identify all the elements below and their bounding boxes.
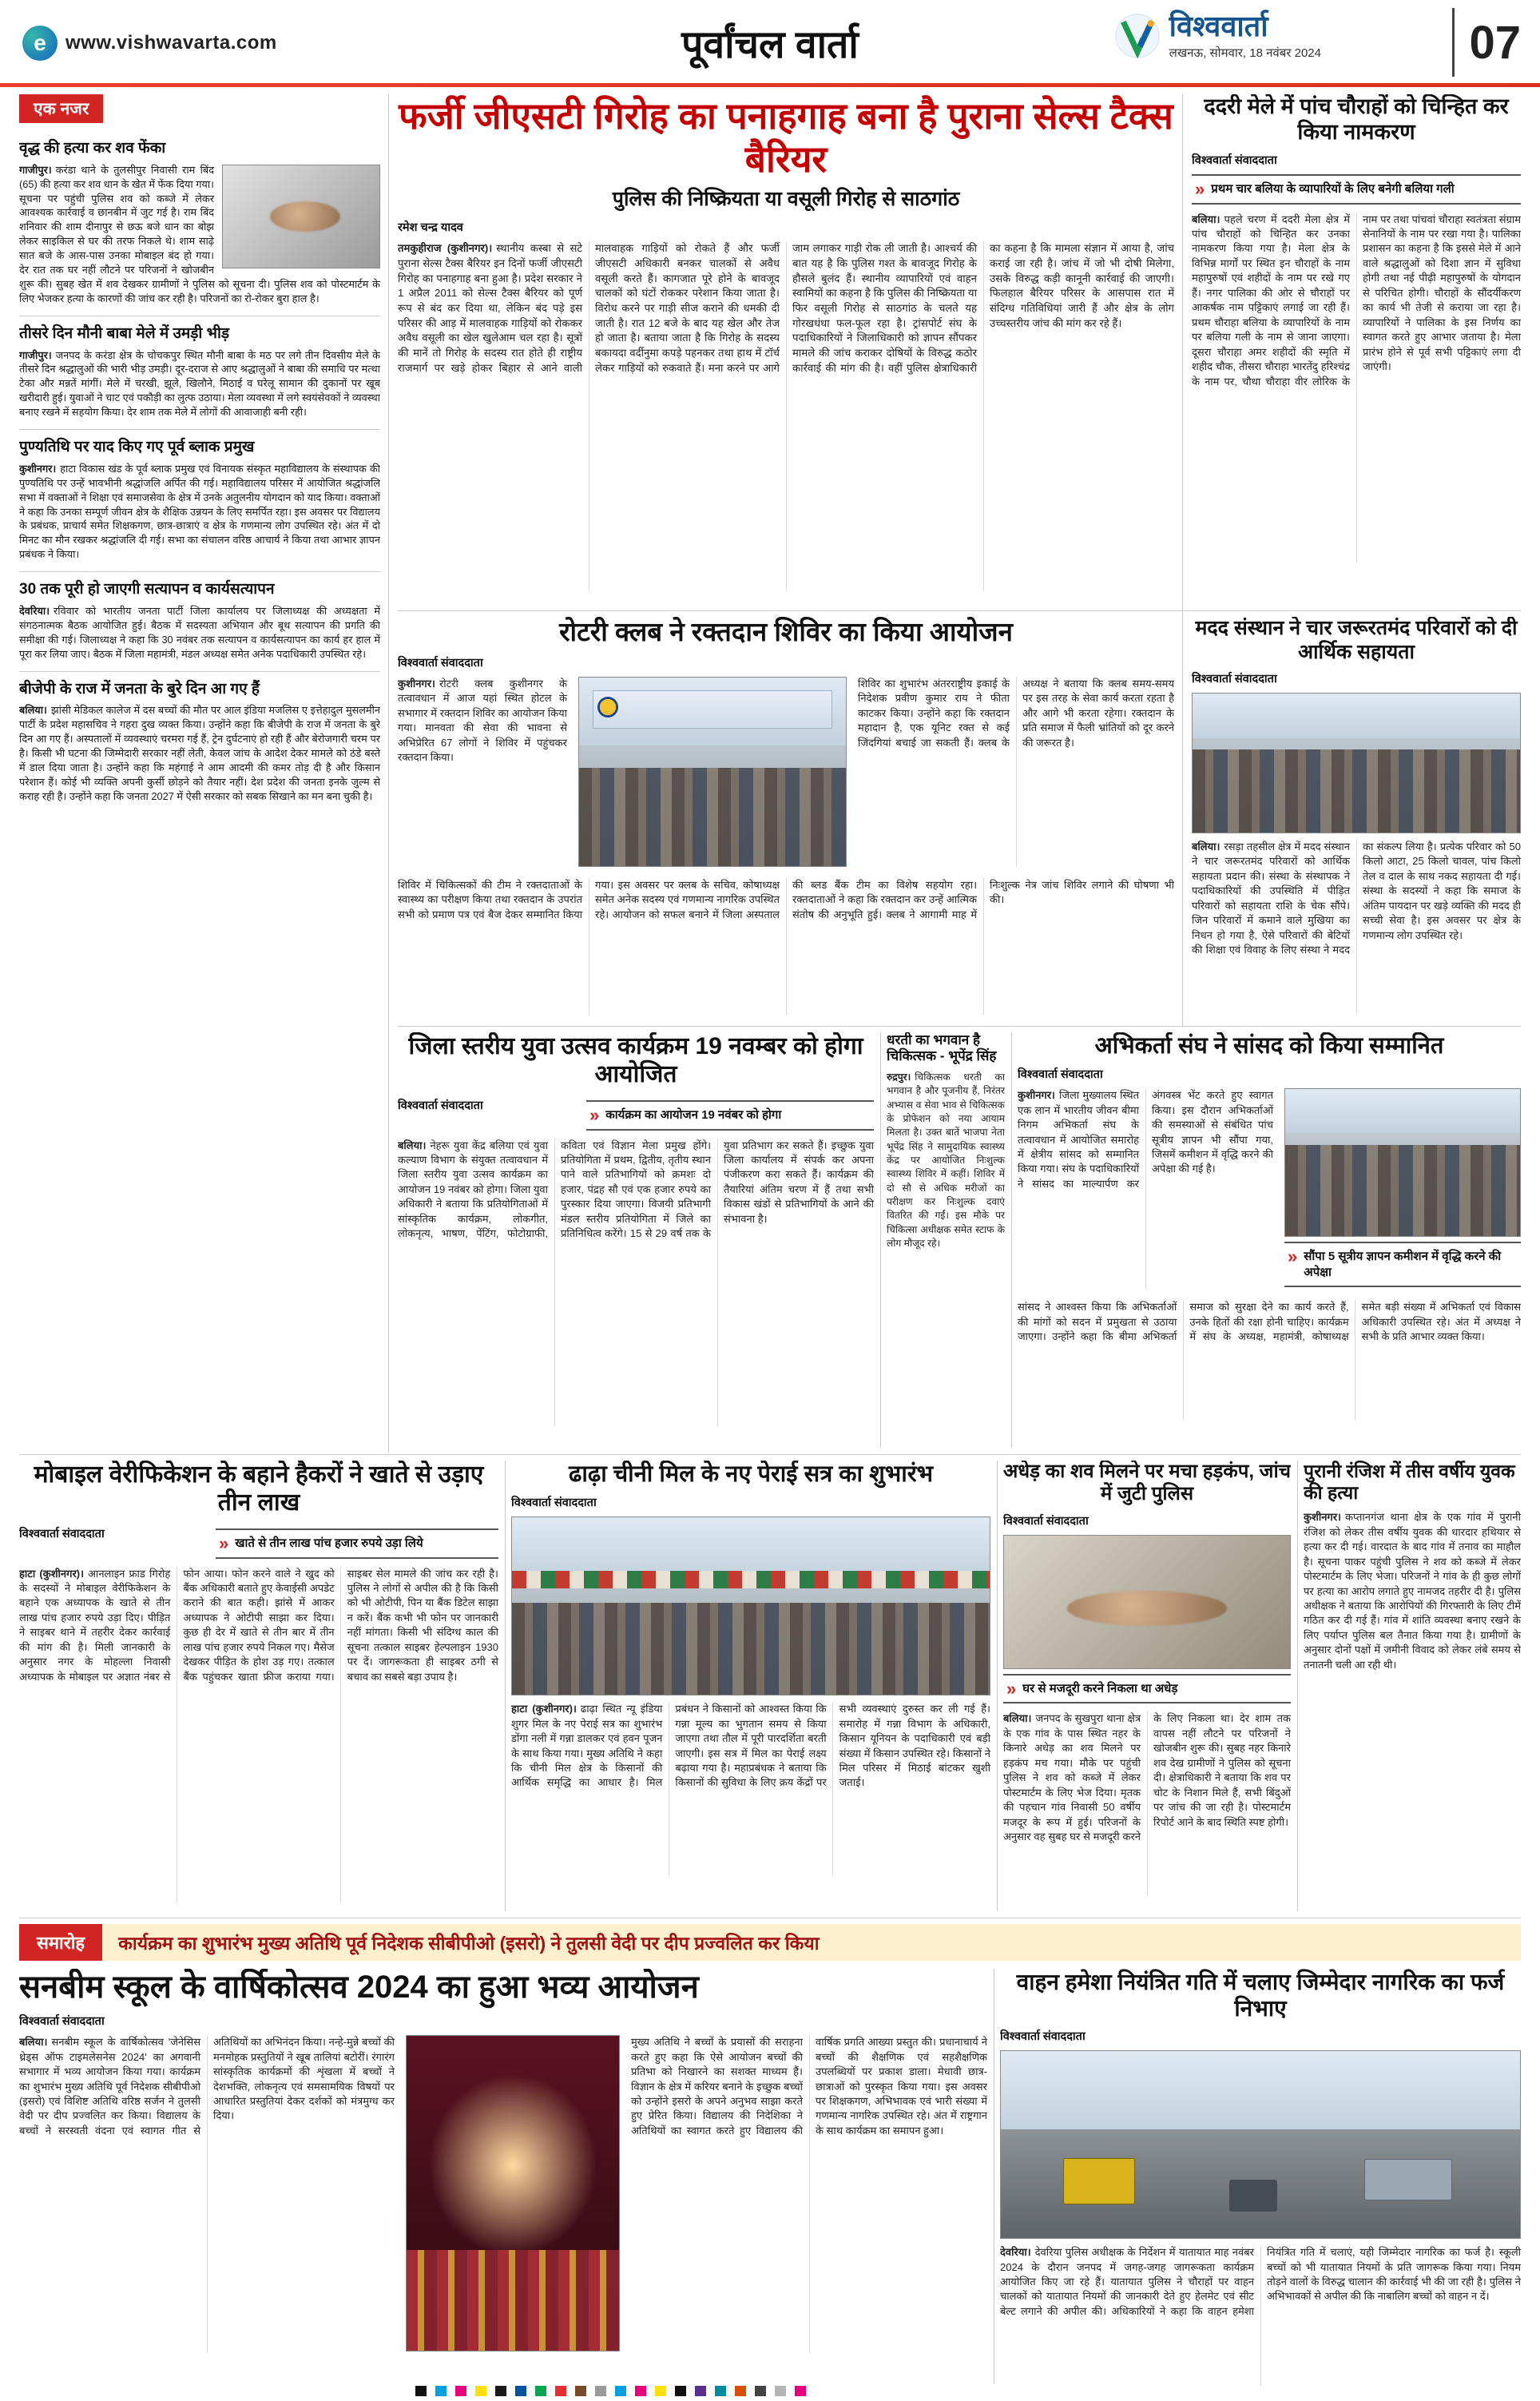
calibration-square <box>455 2386 466 2396</box>
highlight-bullet: » सौंपा 5 सूत्रीय ज्ञापन कमीशन में वृद्धि करने की अपेक्षा <box>1284 1242 1521 1287</box>
calibration-square <box>495 2386 506 2396</box>
dateline: बलिया। <box>19 2036 48 2049</box>
headline: वाहन हमेशा नियंत्रित गति में चलाए जिम्मेदार नागरिक का फर्ज निभाए <box>1016 1970 1505 2021</box>
article-sugar-mill <box>511 1461 990 1911</box>
dead-body-photo <box>222 165 380 268</box>
body-text: जिला मुख्यालय स्थित एक लान में भारतीय जीवन बीमा निगम अभिकर्ता संघ के तत्वावधान में आयोजित समारोह में क्षेत्रीय सांसद को सम्मानित किया गया। संघ के पदाधिकारियों ने सांसद का माल्यार्पण कर अंगवस्त्र भेंट करते हुए स्वागत किया। इस दौरान अभिकर्ताओं की समस्याओं से संबंधित पांच सूत्रीय ज्ञापन भी सौंपा गया, जिसमें कमीशन में वृद्धि करने की अपेक्षा की गई है। <box>1018 1089 1273 1190</box>
dead-body-photo <box>1003 1535 1291 1669</box>
headline: ढाढ़ा चीनी मिल के नए पेराई सत्र का शुभारंभ <box>569 1461 933 1487</box>
divider <box>388 94 389 1453</box>
body-text: चिकित्सक धरती का भगवान है और पूजनीय हैं, निरंतर अभ्यास व सेवा भाव से चिकित्सक के प्रोफेशन को नया आयाम मिलता है। उक्त बातें भाजपा नेता भूपेंद्र सिंह ने सामुदायिक स्वास्थ्य केंद्र पर आयोजित निःशुल्क स्वास्थ्य शिविर में कहीं। शिविर में दो सौ से अधिक मरीजों का परीक्षण कर निःशुल्क दवाएं वितरित की गईं। इस मौके पर चिकित्सा अधीक्षक समेत स्टाफ के लोग मौजूद रहे। <box>887 1071 1005 1250</box>
body-text: जनपद के सुखपुरा थाना क्षेत्र के एक गांव के पास स्थित नहर के किनारे अधेड़ का शव मिलने पर हड़कंप मच गया। मौके पर पहुंची पुलिस ने शव को कब्जे में लेकर पोस्टमार्टम के लिए भेज दिया। मृतक की पहचान गांव निवासी 50 वर्षीय मजदूर के रूप में हुई। परिजनों के अनुसार वह सुबह घर से मजदूरी करने के लिए निकला था। देर शाम तक वापस नहीं लौटने पर परिजनों ने खोजबीन शुरू की। सुबह नहर किनारे शव देख ग्रामीणों ने पुलिस को सूचना दी। क्षेत्राधिकारी ने बताया कि शव पर चोट के निशान मिले हैं, सभी बिंदुओं पर जांच की जा रही है। पोस्टमार्टम रिपोर्ट आने के बाद स्थिति स्पष्ट होगी। <box>1003 1712 1291 1843</box>
body-text: सांसद ने आश्वस्त किया कि अभिकर्ताओं की मांगों को सदन में प्रमुखता से उठाया जाएगा। उन्होंने कहा कि बीमा अभिकर्ता समाज को सुरक्षा देने का कार्य करते हैं, उनके हितों की रक्षा होनी चाहिए। कार्यक्रम में संघ के अध्यक्ष, महामंत्री, कोषाध्यक्ष समेत बड़ी संख्या में अभिकर्ता एवं विकास अधिकारी उपस्थित रहे। अंत में अध्यक्ष ने सभी के प्रति आभार व्यक्त किया। <box>1018 1301 1521 1343</box>
photo-detail <box>1067 1591 1227 1625</box>
article-top-row <box>19 2035 987 2353</box>
divider <box>19 1454 1521 1455</box>
body-text: शिविर में चिकित्सकों की टीम ने रक्तदाताओं के स्वास्थ्य का परीक्षण किया तथा रक्तदान के उपरांत सभी को प्रमाण पत्र एवं बैज देकर सम्मानित किया गया। इस अवसर पर क्लब के सचिव, कोषाध्यक्ष समेत अनेक सदस्य एवं गणमान्य नागरिक उपस्थित रहे। आयोजन को सफल बनाने में जिला अस्पताल की ब्लड बैंक टीम का विशेष सहयोग रहा। रक्तदाताओं ने कहा कि रक्तदान कर उन्हें आत्मिक संतोष की अनुभूति हुई। क्लब ने आगामी माह में निःशुल्क नेत्र जांच शिविर लगाने की घोषणा भी की। <box>398 878 1174 920</box>
samaroh-headline: कार्यक्रम का शुभारंभ मुख्य अतिथि पूर्व निदेशक सीबीपीओ (इसरो) ने तुलसी वेदी पर दीप प्रज्वलित कर किया <box>102 1924 1521 1961</box>
divider <box>398 610 1521 611</box>
article-body <box>1304 1510 1521 1672</box>
body-text: रोटरी क्लब कुशीनगर के तत्वावधान में आज यहां स्थित होटल के सभागार में रक्तदान शिविर का आयोजन किया गया। मानवता की सेवा की भावना से अभिप्रेरित 67 लोगों ने शिविर में पहुंचकर रक्तदान किया। <box>398 677 567 764</box>
headline: ददरी मेले में पांच चौराहों को चिन्हित कर किया नामकरण <box>1204 94 1509 144</box>
article-body <box>1003 1711 1291 1895</box>
article-body <box>1018 1300 1521 1420</box>
dateline: कुशीनगर। <box>1018 1089 1055 1102</box>
byline: विश्ववार्ता संवाददाता <box>1192 673 1277 686</box>
article-body <box>398 241 1174 591</box>
dateline: रुद्रपुर। <box>887 1071 911 1083</box>
article-body <box>1192 213 1521 562</box>
highlight-bullet: » कार्यक्रम का आयोजन 19 नवंबर को होगा <box>586 1100 874 1131</box>
calibration-square <box>435 2386 447 2396</box>
article-ranjish-hatya <box>1304 1461 1521 1911</box>
article-dharti-bhagwan <box>887 1032 1005 1448</box>
body-text: जनपद के करंडा क्षेत्र के चोचकपुर स्थित मौनी बाबा के मठ पर लगे तीन दिवसीय मेले के तीसरे दिन श्रद्धालुओं की भारी भीड़ उमड़ी। दूर-दराज से आए श्रद्धालुओं ने बाबा की समाधि पर मत्था टेका और मन्नतें मांगीं। मेले में चरखी, झूले, खिलौने, मिठाई व घरेलू सामान की दुकानों पर खूब खरीदारी हुई। युवाओं ने चाट एवं पकौड़ी का लुत्फ उठाया। मेला व्यवस्था में लगे स्वयंसेवकों ने व्यवस्था बनाए रखने में सहयोग किया। देर शाम तक मेले में लोगों की आवाजाही बनी रही। <box>19 348 380 419</box>
byline: विश्ववार्ता संवाददाता <box>1192 153 1277 167</box>
article-lead-gst <box>398 94 1174 606</box>
byline: विश्ववार्ता संवाददाता <box>19 1527 105 1540</box>
article-body <box>19 1567 498 1902</box>
photo-crowd <box>512 1603 990 1695</box>
calibration-square <box>475 2386 486 2396</box>
edition-dateline: लखनऊ, सोमवार, 18 नवंबर 2024 <box>1169 46 1321 60</box>
samaroh-strip <box>19 1924 1521 1961</box>
samaroh-label: समारोह <box>19 1924 102 1961</box>
divider <box>505 1461 506 1911</box>
headline: रोटरी क्लब ने रक्तदान शिविर का किया आयोजन <box>559 617 1013 646</box>
article-body <box>1192 840 1521 1014</box>
headline: बीजेपी के राज में जनता के बुरे दिन आ गए हैं <box>19 680 260 698</box>
calibration-square <box>555 2386 566 2396</box>
byline-row <box>398 1095 874 1139</box>
article-body <box>887 1071 1005 1250</box>
lead-byline: रमेश चन्द्र यादव <box>398 221 463 235</box>
dateline: हाटा (कुशीनगर)। <box>19 1567 85 1580</box>
headline: सनबीम स्कूल के वार्षिकोत्सव 2024 का हुआ भव्य आयोजन <box>19 1970 699 2005</box>
street-traffic-photo <box>1000 2050 1521 2239</box>
article-adhed-shav <box>1003 1461 1291 1911</box>
calibration-square <box>595 2386 606 2396</box>
calibration-square <box>775 2386 786 2396</box>
headline: मोबाइल वेरीफिकेशन के बहाने हैकरों ने खाते से उड़ाए तीन लाख <box>34 1461 484 1517</box>
highlight-bullet: » घर से मजदूरी करने निकला था अधेड़ <box>1003 1674 1291 1704</box>
body-text: ढाढ़ा स्थित न्यू इंडिया शुगर मिल के नए पेराई सत्र का शुभारंभ डोंगा नली में गन्ना डालकर एवं हवन पूजन के साथ किया गया। मुख्य अतिथि ने कहा कि चीनी मिल क्षेत्र के किसानों की आर्थिक समृद्धि का आधार है। मिल प्रबंधन ने किसानों को आश्वस्त किया कि गन्ना मूल्य का भुगतान समय से किया जाएगा तथा तौल में पूरी पारदर्शिता बरती जाएगी। इस सत्र में मिल का पेराई लक्ष्य बढ़ाया गया है। महाप्रबंधक ने बताया कि किसानों की सुविधा के लिए क्रय केंद्रों पर सभी व्यवस्थाएं दुरुस्त कर ली गई हैं। समारोह में गन्ना विभाग के अधिकारी, किसान यूनियन के पदाधिकारी एवं बड़ी संख्या में किसान उपस्थित रहे। किसानों ने मिल परिसर में मिठाई बांटकर खुशी जताई। <box>511 1703 990 1789</box>
article-mobile-fraud <box>19 1461 498 1911</box>
calibration-square <box>535 2386 546 2396</box>
article-body <box>1000 2245 1521 2386</box>
headline: पुण्यतिथि पर याद किए गए पूर्व ब्लाक प्रमुख <box>19 439 255 456</box>
site-logo-icon: e <box>22 26 58 61</box>
photo-crowd <box>579 768 846 866</box>
ek-article-vriddh <box>19 131 380 316</box>
mill-ceremony-photo <box>511 1517 990 1695</box>
article-top-row <box>1018 1088 1521 1295</box>
photo-crowd <box>1193 749 1520 833</box>
ek-najar-label: एक नजर <box>19 94 103 123</box>
calibration-square <box>635 2386 646 2396</box>
byline: विश्ववार्ता संवाददाता <box>398 1099 483 1112</box>
photo-vehicle <box>1063 2158 1135 2204</box>
dateline: कुशीनगर। <box>398 677 435 690</box>
calibration-square <box>735 2386 746 2396</box>
photo-detail <box>1285 1089 1520 1133</box>
article-body <box>19 462 380 562</box>
body-text: सनबीम स्कूल के वार्षिकोत्सव 'जेनेसिस थ्रेड्स ऑफ टाइमलेसनेस 2024' का अगवानी सभागार में भव्य आयोजन किया गया। कार्यक्रम का शुभारंभ मुख्य अतिथि पूर्व निदेशक सीबीपीओ (इसरो) एवं विशिष्ट अतिथि वरिष्ठ सर्जन ने तुलसी वेदी पर दीप प्रज्वलित कर किया। विद्यालय के बच्चों ने सरस्वती वंदना एवं स्वागत गीत से अतिथियों का अभिनंदन किया। नन्हे-मुन्ने बच्चों की मनमोहक प्रस्तुतियों ने खूब तालियां बटोरीं। रंगारंग सांस्कृतिक कार्यक्रमों की शृंखला में बच्चों ने देशभक्ति, लोकनृत्य एवं समसामयिक विषयों पर आधारित प्रस्तुतियां देकर दर्शकों को मंत्रमुग्ध कर दिया। <box>19 2036 395 2137</box>
article-rotary-blood-camp <box>398 617 1174 1021</box>
divider <box>1182 94 1183 1026</box>
body-text: रविवार को भारतीय जनता पार्टी जिला कार्यालय पर जिलाध्यक्ष की अध्यक्षता में संगठनात्मक बैठक आयोजित हुई। बैठक में सदस्यता अभियान और बूथ सत्यापन की प्रगति की समीक्षा की गई। जिलाध्यक्ष ने कहा कि 30 नवंबर तक सत्यापन व कार्यसत्यापन का कार्य हर हाल में पूरा कर लिया जाए। बैठक में जिला महामंत्री, मंडल अध्यक्ष समेत अनेक पदाधिकारी उपस्थित रहे। <box>19 604 380 660</box>
byline: विश्ववार्ता संवाददाता <box>19 2015 105 2029</box>
headline: धरती का भगवान है चिकित्सक - भूपेंद्र सिंह <box>887 1032 997 1064</box>
body-text: करंडा थाने के तुलसीपुर निवासी राम बिंद (65) की हत्या कर शव धान के खेत में फेंक दिया गया। सूचना पर पहुंची पुलिस शव को कब्जे में लेकर आवश्यक कार्रवाई व छानबीन में जुट गई है। राम बिंद शनिवार की शाम दीनापुर से छऊ बजे धान का बोझ लेकर साइकिल से घर की तरफ निकले थे। शाम साढ़े सात बजे के आस-पास उनका मोबाइल बंद हो गया। देर रात तक घर नहीं लौटने पर परिजनों ने खोजबीन शुरू की। सुबह खेत में शव देखकर ग्रामीणों ने पुलिस को सूचना दी। पुलिस शव को पोस्टमार्टम के लिए भेजकर हत्या के कारणों की जांच कर रही है। परिजनों का रो-रोकर बुरा हाल है। <box>19 163 380 304</box>
divider <box>1011 1032 1012 1448</box>
calibration-square <box>715 2386 726 2396</box>
article-body <box>1018 1088 1273 1290</box>
body-text: पहले चरण में ददरी मेला क्षेत्र में पांच चौराहों को चिन्हित कर उनका नामकरण किया गया है। मेला क्षेत्र के विभिन्न मार्गों पर स्थित इन चौराहों के नाम महापुरुषों एवं शहीदों के नाम पर रखे गए हैं। नगर पालिका की ओर से चौराहों पर आकर्षक नाम पट्टिकाएं लगाई जा रही हैं। प्रथम चौराहा बलिया के व्यापारियों के नाम पर बलिया गली के नाम से जाना जाएगा। दूसरा चौराहा अमर शहीदों की स्मृति में शहीद चौक, तीसरा चौराहा भारतेंदु हरिश्चंद्र के नाम पर, चौथा चौराहा वीर लोरिक के नाम पर तथा पांचवां चौराहा स्वतंत्रता संग्राम सेनानियों के नाम पर रखा गया है। पालिका प्रशासन का कहना है कि इससे मेले में आने वाले श्रद्धालुओं को दिशा ज्ञान में सुविधा होगी तथा नई पीढ़ी महापुरुषों के योगदान से परिचित होगी। चौराहों के सौंदर्यीकरण का कार्य भी तेजी से कराया जा रहा है। व्यापारियों ने पालिका के इस निर्णय का स्वागत करते हुए आभार जताया है। मेला प्रारंभ होने से पूर्व सभी पट्टिकाएं लगा दी जाएंगी। <box>1192 213 1521 388</box>
article-madad-sansthan <box>1192 617 1521 1021</box>
headline: पुरानी रंजिश में तीस वर्षीय युवक की हत्या <box>1304 1461 1515 1504</box>
body-text: रसड़ा तहसील क्षेत्र में मदद संस्थान ने चार जरूरतमंद परिवारों को आर्थिक सहायता प्रदान की। संस्था के संस्थापक ने पदाधिकारियों की उपस्थिति में पीड़ित परिवारों को सहायता राशि के चेक सौंपे। जिन परिवारों में कमाने वाले मुखिया का निधन हो गया है, ऐसे परिवारों की बेटियों की शिक्षा एवं विवाह के लिए संस्था ने मदद का संकल्प लिया है। प्रत्येक परिवार को 50 किलो आटा, 25 किलो चावल, पांच किलो तेल व दाल के साथ नकद सहायता दी गई। संस्था के सदस्यों ने कहा कि समाज के अंतिम पायदान पर खड़े व्यक्ति की मदद ही सच्ची सेवा है। इस अवसर पर क्षेत्र के गणमान्य लोग उपस्थित रहे। <box>1192 841 1521 956</box>
calibration-square <box>695 2386 706 2396</box>
byline-row <box>19 1524 498 1567</box>
calibration-square <box>655 2386 666 2396</box>
rotary-wheel-icon <box>597 697 618 718</box>
lead-headline: फर्जी जीएसटी गिरोह का पनाहगाह बना है पुराना सेल्स टैक्स बैरियर <box>399 95 1173 181</box>
ek-article-bjp <box>19 672 380 813</box>
brand-block <box>1115 11 1321 61</box>
ek-article-punyatithi <box>19 430 380 572</box>
photo-crowd <box>1285 1145 1520 1236</box>
photo-detail <box>512 1517 990 1577</box>
photo-detail <box>1193 694 1520 738</box>
stage-performance-photo <box>406 2035 620 2351</box>
headline: 30 तक पूरी हो जाएगी सत्यापन व कार्यसत्यापन <box>19 581 275 598</box>
dateline: कुशीनगर। <box>19 462 57 475</box>
dateline: हाटा (कुशीनगर)। <box>511 1703 577 1715</box>
article-yuva-utsav <box>398 1032 874 1448</box>
calibration-square <box>515 2386 526 2396</box>
headline: मदद संस्थान ने चार जरूरतमंद परिवारों को दी आर्थिक सहायता <box>1195 617 1518 663</box>
dateline: बलिया। <box>1192 841 1220 853</box>
divider <box>1297 1461 1298 1911</box>
body-text: झांसी मेडिकल कालेज में दस बच्चों की मौत पर आल इंडिया मजलिस ए इत्तेहादुल मुसलमीन पार्टी के प्रदेश महासचिव ने गहरा दुख व्यक्त किया। उन्होंने कहा कि बीजेपी के राज में जनता के बुरे दिन आ गए हैं। अस्पतालों में व्यवस्थाएं चरमरा गई हैं, ट्रेन दुर्घटनाएं हो रही हैं और बेरोजगारी चरम पर है। किसी भी घटना की जिम्मेदारी सरकार नहीं लेती, केवल जांच के आदेश देकर मामले को ठंडे बस्ते में डाल दिया जाता है। उन्होंने कहा कि महंगाई ने आम आदमी की कमर तोड़ दी है और किसान परेशान हैं। कोई भी व्यक्ति अपनी कुर्सी छोड़ने को तैयार नहीं। देश प्रदेश की जनता इनके जुल्म से कराह रही है। उन्होंने कहा कि जनता 2027 में ऐसी सरकार को सबक सिखाने का मन बना चुकी है। <box>19 704 380 802</box>
headline: तीसरे दिन मौनी बाबा मेले में उमड़ी भीड़ <box>19 324 230 342</box>
dateline: गाजीपुर। <box>19 163 52 176</box>
article-body <box>398 878 1174 1016</box>
calibration-square <box>575 2386 586 2396</box>
headline: जिला स्तरीय युवा उत्सव कार्यक्रम 19 नवम्बर को होगा आयोजित <box>408 1033 863 1088</box>
photo-detail <box>1001 2051 1520 2129</box>
aid-distribution-photo <box>1192 693 1521 833</box>
photo-flags <box>512 1571 990 1588</box>
byline: विश्ववार्ता संवाददाता <box>511 1497 597 1510</box>
photo-performers <box>407 2250 619 2351</box>
byline: विश्ववार्ता संवाददाता <box>1000 2030 1086 2044</box>
body-text: कप्तानगंज थाना क्षेत्र के एक गांव में पुरानी रंजिश को लेकर तीस वर्षीय युवक की धारदार हथियार से हत्या कर दी गई। वारदात के बाद गांव में तनाव का माहौल है। सूचना पाकर पहुंची पुलिस ने शव को कब्जे में लेकर पोस्टमार्टम के लिए भेजा। परिजनों ने गांव के ही कुछ लोगों पर हत्या का आरोप लगाते हुए नामजद तहरीर दी है। पुलिस अधीक्षक ने बताया कि आरोपियों की गिरफ्तारी के लिए टीमें गठित कर दी गई हैं। गांव में शांति व्यवस्था बनाए रखने के लिए पर्याप्त पुलिस बल तैनात किया गया है। ग्रामीणों के अनुसार दोनों पक्षों में जमीनी विवाद को लेकर लंबे समय से तनातनी चली आ रही थी। <box>1304 1511 1521 1671</box>
calibration-square <box>415 2386 427 2396</box>
article-body <box>631 2035 987 2353</box>
divider <box>997 1461 998 1911</box>
photo-detail <box>428 2073 598 2256</box>
body-text: स्थानीय कस्बा से सटे पुराना सेल्स टैक्स बैरियर इन दिनों फर्जी जीएसटी गिरोह का पनाहगाह बना हुआ है। प्रदेश सरकार ने 1 अप्रैल 2011 को सेल्स टैक्स बैरियर को पूर्ण रूप से बंद कर दिया था, लेकिन बंद पड़े इस परिसर की आड़ में मालवाहक गाड़ियों को रोककर अवैध वसूली का खेल खुलेआम चल रहा है। सूत्रों की मानें तो गिरोह के सदस्य रात होते ही राष्ट्रीय राजमार्ग पर खड़े होकर बिहार से आने वाली मालवाहक गाड़ियों को रोकते हैं और फर्जी जीएसटी अधिकारी बनकर चालकों से अवैध वसूली करते हैं। कागजात पूरे होने के बावजूद चालकों को घंटों रोककर परेशान किया जाता है। विरोध करने पर गाड़ी सीज कराने की धमकी दी जाती है। रात 12 बजे के बाद यह खेल और तेज हो जाता है। बताया जाता है कि गिरोह के सदस्य बकायदा वर्दीनुमा कपड़े पहनकर तथा हाथ में टॉर्च लेकर गाड़ियों को रुकवाते हैं। मना करने पर आगे जाम लगाकर गाड़ी रोक ली जाती है। आश्चर्य की बात यह है कि पुलिस गश्त के बावजूद गिरोह के हौसले बुलंद हैं। स्थानीय व्यापारियों एवं वाहन स्वामियों का कहना है कि पुलिस की निष्क्रियता या फिर वसूली गिरोह से साठगांठ के चलते यह गोरखधंधा फल-फूल रहा है। ट्रांसपोर्ट संघ के पदाधिकारियों ने जिलाधिकारी को ज्ञापन सौंपकर मामले की जांच कराकर दोषियों के विरुद्ध कठोर कार्रवाई की मांग की है। वहीं पुलिस क्षेत्राधिकारी का कहना है कि मामला संज्ञान में आया है, जांच कराई जा रही है। जांच में जो भी दोषी मिलेगा, उसके विरुद्ध कड़ी कानूनी कार्रवाई की जाएगी। फिलहाल बैरियर परिसर के आसपास रात में संदिग्ध गतिविधियां जारी हैं और क्षेत्र के लोग उच्चस्तरीय जांच की मांग कर रहे हैं। <box>398 242 1174 374</box>
photo-vehicle <box>1229 2180 1277 2212</box>
headline: अधेड़ का शव मिलने पर मचा हड़कंप, जांच में जुटी पुलिस <box>1003 1461 1291 1505</box>
felicitation-photo <box>1284 1088 1521 1237</box>
color-strip <box>415 2386 806 2396</box>
body-text: देवरिया पुलिस अधीक्षक के निर्देशन में यातायात माह नवंबर 2024 के दौरान जनपद में जगह-जगह जागरूकता कार्यक्रम आयोजित किए जा रहे हैं। यातायात पुलिस ने चौराहों पर वाहन चालकों को यातायात नियमों की जानकारी देते हुए हेलमेट एवं सीट बेल्ट लगाने की अपील की। अधिकारियों ने कहा कि वाहन हमेशा नियंत्रित गति में चलाएं, यही जिम्मेदार नागरिक का फर्ज है। स्कूली बच्चों को भी यातायात नियमों के प्रति जागरूक किया गया। नियम तोड़ने वालों के विरुद्ध चालान की कार्रवाई भी की जा रही है। पुलिस ने अभिभावकों से अपील की कि नाबालिग बच्चों को वाहन न दें। <box>1000 2246 1521 2317</box>
article-body <box>19 348 380 420</box>
article-top-row <box>398 677 1174 870</box>
calibration-square <box>615 2386 626 2396</box>
dateline: देवरिया। <box>19 604 50 617</box>
byline: विश्ववार्ता संवाददाता <box>1003 1514 1089 1528</box>
article-traffic-awareness <box>1000 1969 1521 2386</box>
dateline: बलिया। <box>1192 213 1220 225</box>
photo-detail <box>270 201 340 232</box>
brand-logo-icon <box>1115 14 1160 58</box>
body-text: नेहरू युवा केंद्र बलिया एवं युवा कल्याण विभाग के संयुक्त तत्वावधान में जिला स्तरीय युवा उत्सव कार्यक्रम का आयोजन 19 नवंबर को होगा। जिला युवा अधिकारी ने बताया कि प्रतियोगिताओं में सांस्कृतिक कार्यक्रम, लोकगीत, लोकनृत्य, भाषण, पेंटिंग, फोटोग्राफी, कविता एवं विज्ञान मेला प्रमुख होंगे। प्रतियोगिता में प्रथम, द्वितीय, तृतीय स्थान पाने वाले प्रतिभागियों को क्रमशः दो हजार, पंद्रह सौ एवं एक हजार रुपये का पुरस्कार दिया जाएगा। विजयी प्रतिभागी मंडल स्तरीय प्रतियोगिता में जिले का प्रतिनिधित्व करेंगे। 15 से 29 वर्ष तक के युवा प्रतिभाग कर सकते हैं। इच्छुक युवा जिला कार्यालय में संपर्क कर अपना पंजीकरण करा सकते हैं। कार्यक्रम की तैयारियां अंतिम चरण में हैं तथा सभी विकास खंडों से प्रतिभागियों के आने की संभावना है। <box>398 1139 874 1240</box>
site-url: www.vishwavarta.com <box>65 32 277 54</box>
brand-name: विश्ववार्ता <box>1169 10 1268 42</box>
body-text: शिविर का शुभारंभ अंतरराष्ट्रीय इकाई के निदेशक प्रवीण कुमार राय ने फीता काटकर किया। उन्होंने कहा कि रक्तदान महादान है, एक यूनिट रक्त से कई जिंदगियां बचाई जा सकती हैं। क्लब के अध्यक्ष ने बताया कि क्लब समय-समय पर इस तरह के सेवा कार्य करता रहता है और आगे भी करता रहेगा। रक्तदान के प्रति समाज में फैली भ्रांतियों को दूर करने की जरूरत है। <box>858 677 1174 749</box>
article-body <box>19 604 380 662</box>
header-rule <box>0 83 1540 87</box>
article-body <box>19 2035 395 2353</box>
ek-article-mela <box>19 316 380 430</box>
photo-banner <box>593 690 833 728</box>
dateline: बलिया। <box>1003 1712 1032 1725</box>
byline: विश्ववार्ता संवाददाता <box>398 656 483 670</box>
divider <box>398 1026 1521 1027</box>
article-body <box>511 1702 990 1876</box>
blood-camp-photo <box>578 677 847 867</box>
ek-najar-column <box>19 94 380 1451</box>
body-text: आनलाइन फ्राड गिरोह के सदस्यों ने मोबाइल वेरीफिकेशन के बहाने एक अध्यापक के खाते से तीन लाख पांच हजार रुपये उड़ा दिए। पीड़ित ने साइबर थाने में तहरीर देकर कार्रवाई की मांग की है। मिली जानकारी के अनुसार नगर के मोहल्ला निवासी अध्यापक के मोबाइल पर अज्ञात नंबर से फोन आया। फोन करने वाले ने खुद को बैंक अधिकारी बताते हुए केवाईसी अपडेट कराने की बात कही। झांसे में आकर अध्यापक ने ओटीपी साझा कर दिया। कुछ ही देर में खाते से तीन बार में तीन लाख पांच हजार रुपये निकल गए। मैसेज देखकर पीड़ित के होश उड़ गए। तत्काल बैंक पहुंचकर खाता फ्रीज कराया गया। साइबर सेल मामले की जांच कर रही है। पुलिस ने लोगों से अपील की है कि किसी को भी ओटीपी, पिन या बैंक डिटेल साझा न करें। बैंक कभी भी फोन पर जानकारी नहीं मांगता। किसी भी संदिग्ध काल की सूचना तत्काल साइबर हेल्पलाइन 1930 पर दें। जागरूकता ही साइबर ठगी से बचाव का सबसे बड़ा उपाय है। <box>19 1567 498 1683</box>
calibration-square <box>755 2386 766 2396</box>
article-abhikarta-sangh <box>1018 1032 1521 1448</box>
body-text: हाटा विकास खंड के पूर्व ब्लाक प्रमुख एवं विनायक संस्कृत महाविद्यालय के संस्थापक की पुण्यतिथि पर उन्हें भावभीनी श्रद्धांजलि अर्पित की गई। महाविद्यालय परिसर में आयोजित श्रद्धांजलि सभा में वक्ताओं ने शिक्षा एवं समाजसेवा के क्षेत्र में उनके अतुलनीय योगदान को याद किया। वक्ताओं ने कहा कि उनका सम्पूर्ण जीवन क्षेत्र के शैक्षिक उन्नयन के लिए समर्पित रहा। इस अवसर पर विद्यालय के प्रबंधक, प्राचार्य समेत शिक्षकगण, छात्र-छात्राएं व क्षेत्र के गणमान्य लोग उपस्थित रहे। अंत में दो मिनट का मौन रखकर श्रद्धांजलि दी गई। सभा का संचालन वरिष्ठ आचार्य ने किया तथा आभार ज्ञापन प्रबंधक ने किया। <box>19 462 380 561</box>
article-body <box>19 703 380 803</box>
dateline: देवरिया। <box>1000 2246 1031 2259</box>
brand-text <box>1169 11 1321 61</box>
lead-subhead: पुलिस की निष्क्रियता या वसूली गिरोह से साठगांठ <box>612 187 960 210</box>
dateline: कुशीनगर। <box>1304 1511 1341 1524</box>
byline: विश्ववार्ता संवाददाता <box>1018 1068 1103 1082</box>
dateline: बलिया। <box>19 704 47 717</box>
paper-title: पूर्वांचल वार्ता <box>681 24 859 66</box>
article-body <box>398 1139 874 1426</box>
masthead <box>19 5 1521 80</box>
body-text: मुख्य अतिथि ने बच्चों के प्रयासों की सराहना करते हुए कहा कि ऐसे आयोजन बच्चों की प्रतिभा को निखारने का सशक्त माध्यम हैं। विज्ञान के क्षेत्र में करियर बनाने के इच्छुक बच्चों को उन्होंने इसरो के अपने अनुभव साझा करते हुए प्रेरित किया। विद्यालय की निदेशिका ने अतिथियों का स्वागत करते हुए विद्यालय की वार्षिक प्रगति आख्या प्रस्तुत की। प्रधानाचार्य ने बच्चों की शैक्षणिक एवं सहशैक्षणिक उपलब्धियों पर प्रकाश डाला। मेधावी छात्र-छात्राओं को पुरस्कृत किया गया। इस अवसर पर शिक्षकगण, अभिभावक एवं भारी संख्या में गणमान्य नागरिक उपस्थित रहे। अंत में राष्ट्रगान के साथ कार्यक्रम का समापन हुआ। <box>631 2036 987 2137</box>
article-body <box>858 677 1174 867</box>
headline: वृद्ध की हत्या कर शव फेंका <box>19 140 166 157</box>
article-body <box>398 677 567 870</box>
headline: अभिकर्ता संघ ने सांसद को किया सम्मानित <box>1094 1033 1444 1059</box>
divider <box>880 1032 881 1448</box>
highlight-bullet: » प्रथम चार बलिया के व्यापारियों के लिए बनेगी बलिया गली <box>1192 174 1521 205</box>
dateline: गाजीपुर। <box>19 348 52 361</box>
page-number: 07 <box>1452 8 1521 77</box>
photo-vehicle <box>1364 2159 1452 2200</box>
calibration-square <box>675 2386 686 2396</box>
photo-stack <box>1284 1088 1521 1295</box>
highlight-bullet: » खाते से तीन लाख पांच हजार रुपये उड़ा लिये <box>216 1528 498 1559</box>
dateline: तमकुहीराज (कुशीनगर)। <box>398 242 493 255</box>
calibration-square <box>795 2386 806 2396</box>
article-dadri-mela <box>1192 94 1521 606</box>
article-sunbeam-annual <box>19 1969 987 2386</box>
article-body <box>19 163 380 306</box>
ek-article-satyapan <box>19 572 380 671</box>
dateline: बलिया। <box>398 1139 427 1151</box>
